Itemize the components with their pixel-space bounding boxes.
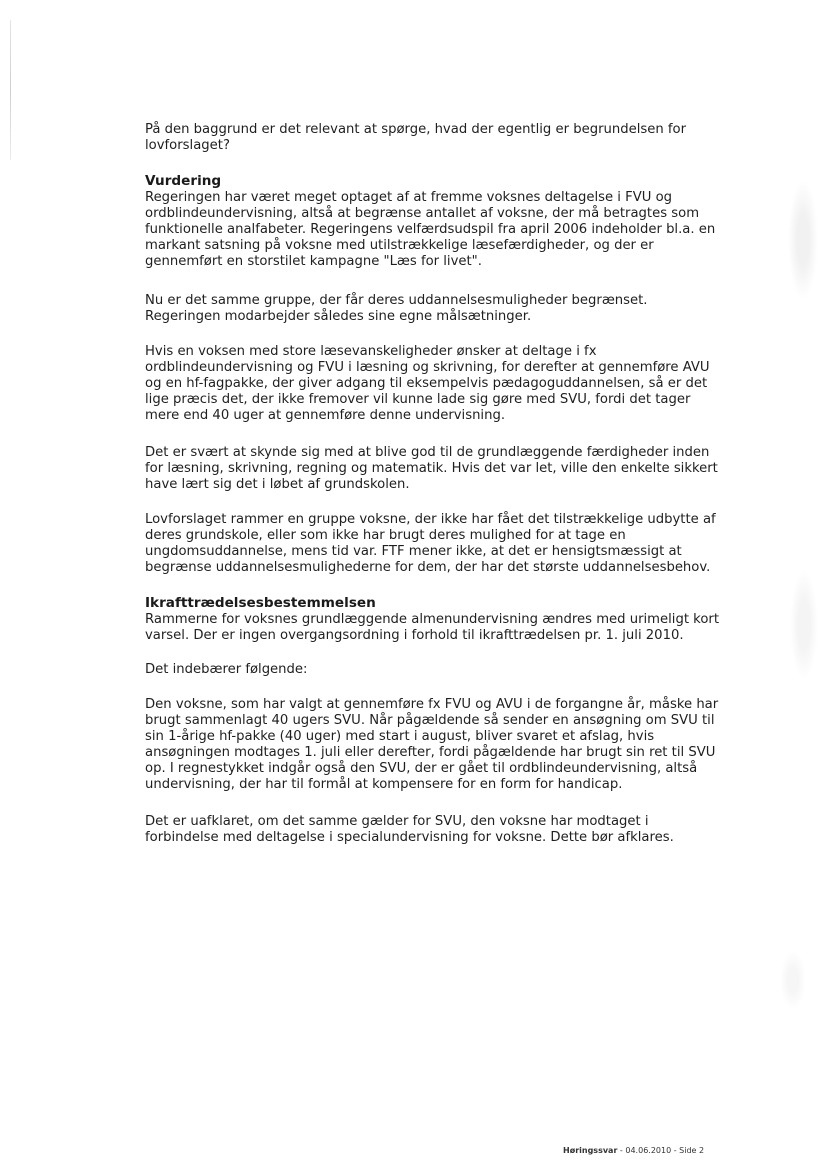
section-heading: Ikrafttrædelsesbestemmelsen	[145, 595, 376, 611]
paragraph: På den baggrund er det relevant at spørge, hvad der egentlig er begrundelsen for lovforslaget?	[145, 122, 687, 153]
paragraph: Rammerne for voksnes grundlæggende almenundervisning ændres med urimeligt kort varsel. Der er ingen overgangsordning i forhold til ikrafttrædelsen pr. 1. juli 2010.	[145, 612, 720, 643]
paragraph: Det indebærer følgende:	[145, 662, 308, 677]
paragraph: Regeringen har været meget optaget af at fremme voksnes deltagelse i FVU og ordblindeundervisning, altså at begrænse antallet af voksne, der må betragtes som funktionelle analfabeter. Regeringens velfærdsudspil fra april 2006 indeholder bl.a. en markant satsning på voksne med utilstrækkelige læsefærdigheder, og der er gennemført en storstilet kampagne "Læs for livet".	[145, 190, 716, 269]
page-footer	[563, 1146, 704, 1156]
paragraph: Den voksne, som har valgt at gennemføre fx FVU og AVU i de forgangne år, måske har brugt sammenlagt 40 ugers SVU. Når pågældende så sender en ansøgning om SVU til sin 1-årige hf-pakke (40 uger) med start i august, bliver svaret et afslag, hvis ansøgningen modtages 1. juli eller derefter, fordi pågældende har brugt sin ret til SVU op. I regnestykket indgår også den SVU, der er gået til ordblindeundervisning, altså undervisning, der har til formål at kompensere for en form for handicap.	[145, 697, 719, 792]
scan-noise	[790, 570, 818, 680]
paragraph: Hvis en voksen med store læsevanskeligheder ønsker at deltage i fx ordblindeundervisning og FVU i læsning og skrivning, for derefter at gennemføre AVU og en hf-fagpakke, der giver adgang til eksempelvis pædagoguddannelsen, så er det lige præcis det, der ikke fremover vil kunne lade sig gøre med SVU, fordi det tager mere end 40 uger at gennemføre denne undervisning.	[145, 344, 710, 423]
section-heading: Vurdering	[145, 173, 222, 189]
scan-noise	[780, 950, 806, 1010]
footer-label: Høringssvar	[563, 1146, 618, 1155]
footer-separator: -	[617, 1146, 626, 1155]
footer-separator: -	[671, 1146, 680, 1155]
footer-date: 04.06.2010	[625, 1146, 672, 1155]
scan-edge-mark	[10, 20, 11, 160]
paragraph: Nu er det samme gruppe, der får deres uddannelsesmuligheder begrænset. Regeringen modarbejder således sine egne målsætninger.	[145, 293, 648, 324]
paragraph: Det er uafklaret, om det samme gælder for SVU, den voksne har modtaget i forbindelse med deltagelse i specialundervisning for voksne. Dette bør afklares.	[145, 814, 674, 845]
paragraph: Lovforslaget rammer en gruppe voksne, der ikke har fået det tilstrækkelige udbytte af deres grundskole, eller som ikke har brugt deres mulighed for at tage en ungdomsuddannelse, mens tid var. FTF mener ikke, at det er hensigtsmæssigt at begrænse uddannelsesmulighederne for dem, der har det største uddannelsesbehov.	[145, 512, 716, 575]
paragraph: Det er svært at skynde sig med at blive god til de grundlæggende færdigheder inden for læsning, skrivning, regning og matematik. Hvis det var let, ville den enkelte sikkert have lært sig det i løbet af grundskolen.	[145, 445, 718, 492]
scan-noise	[788, 180, 818, 300]
footer-page-number: Side 2	[679, 1146, 705, 1155]
